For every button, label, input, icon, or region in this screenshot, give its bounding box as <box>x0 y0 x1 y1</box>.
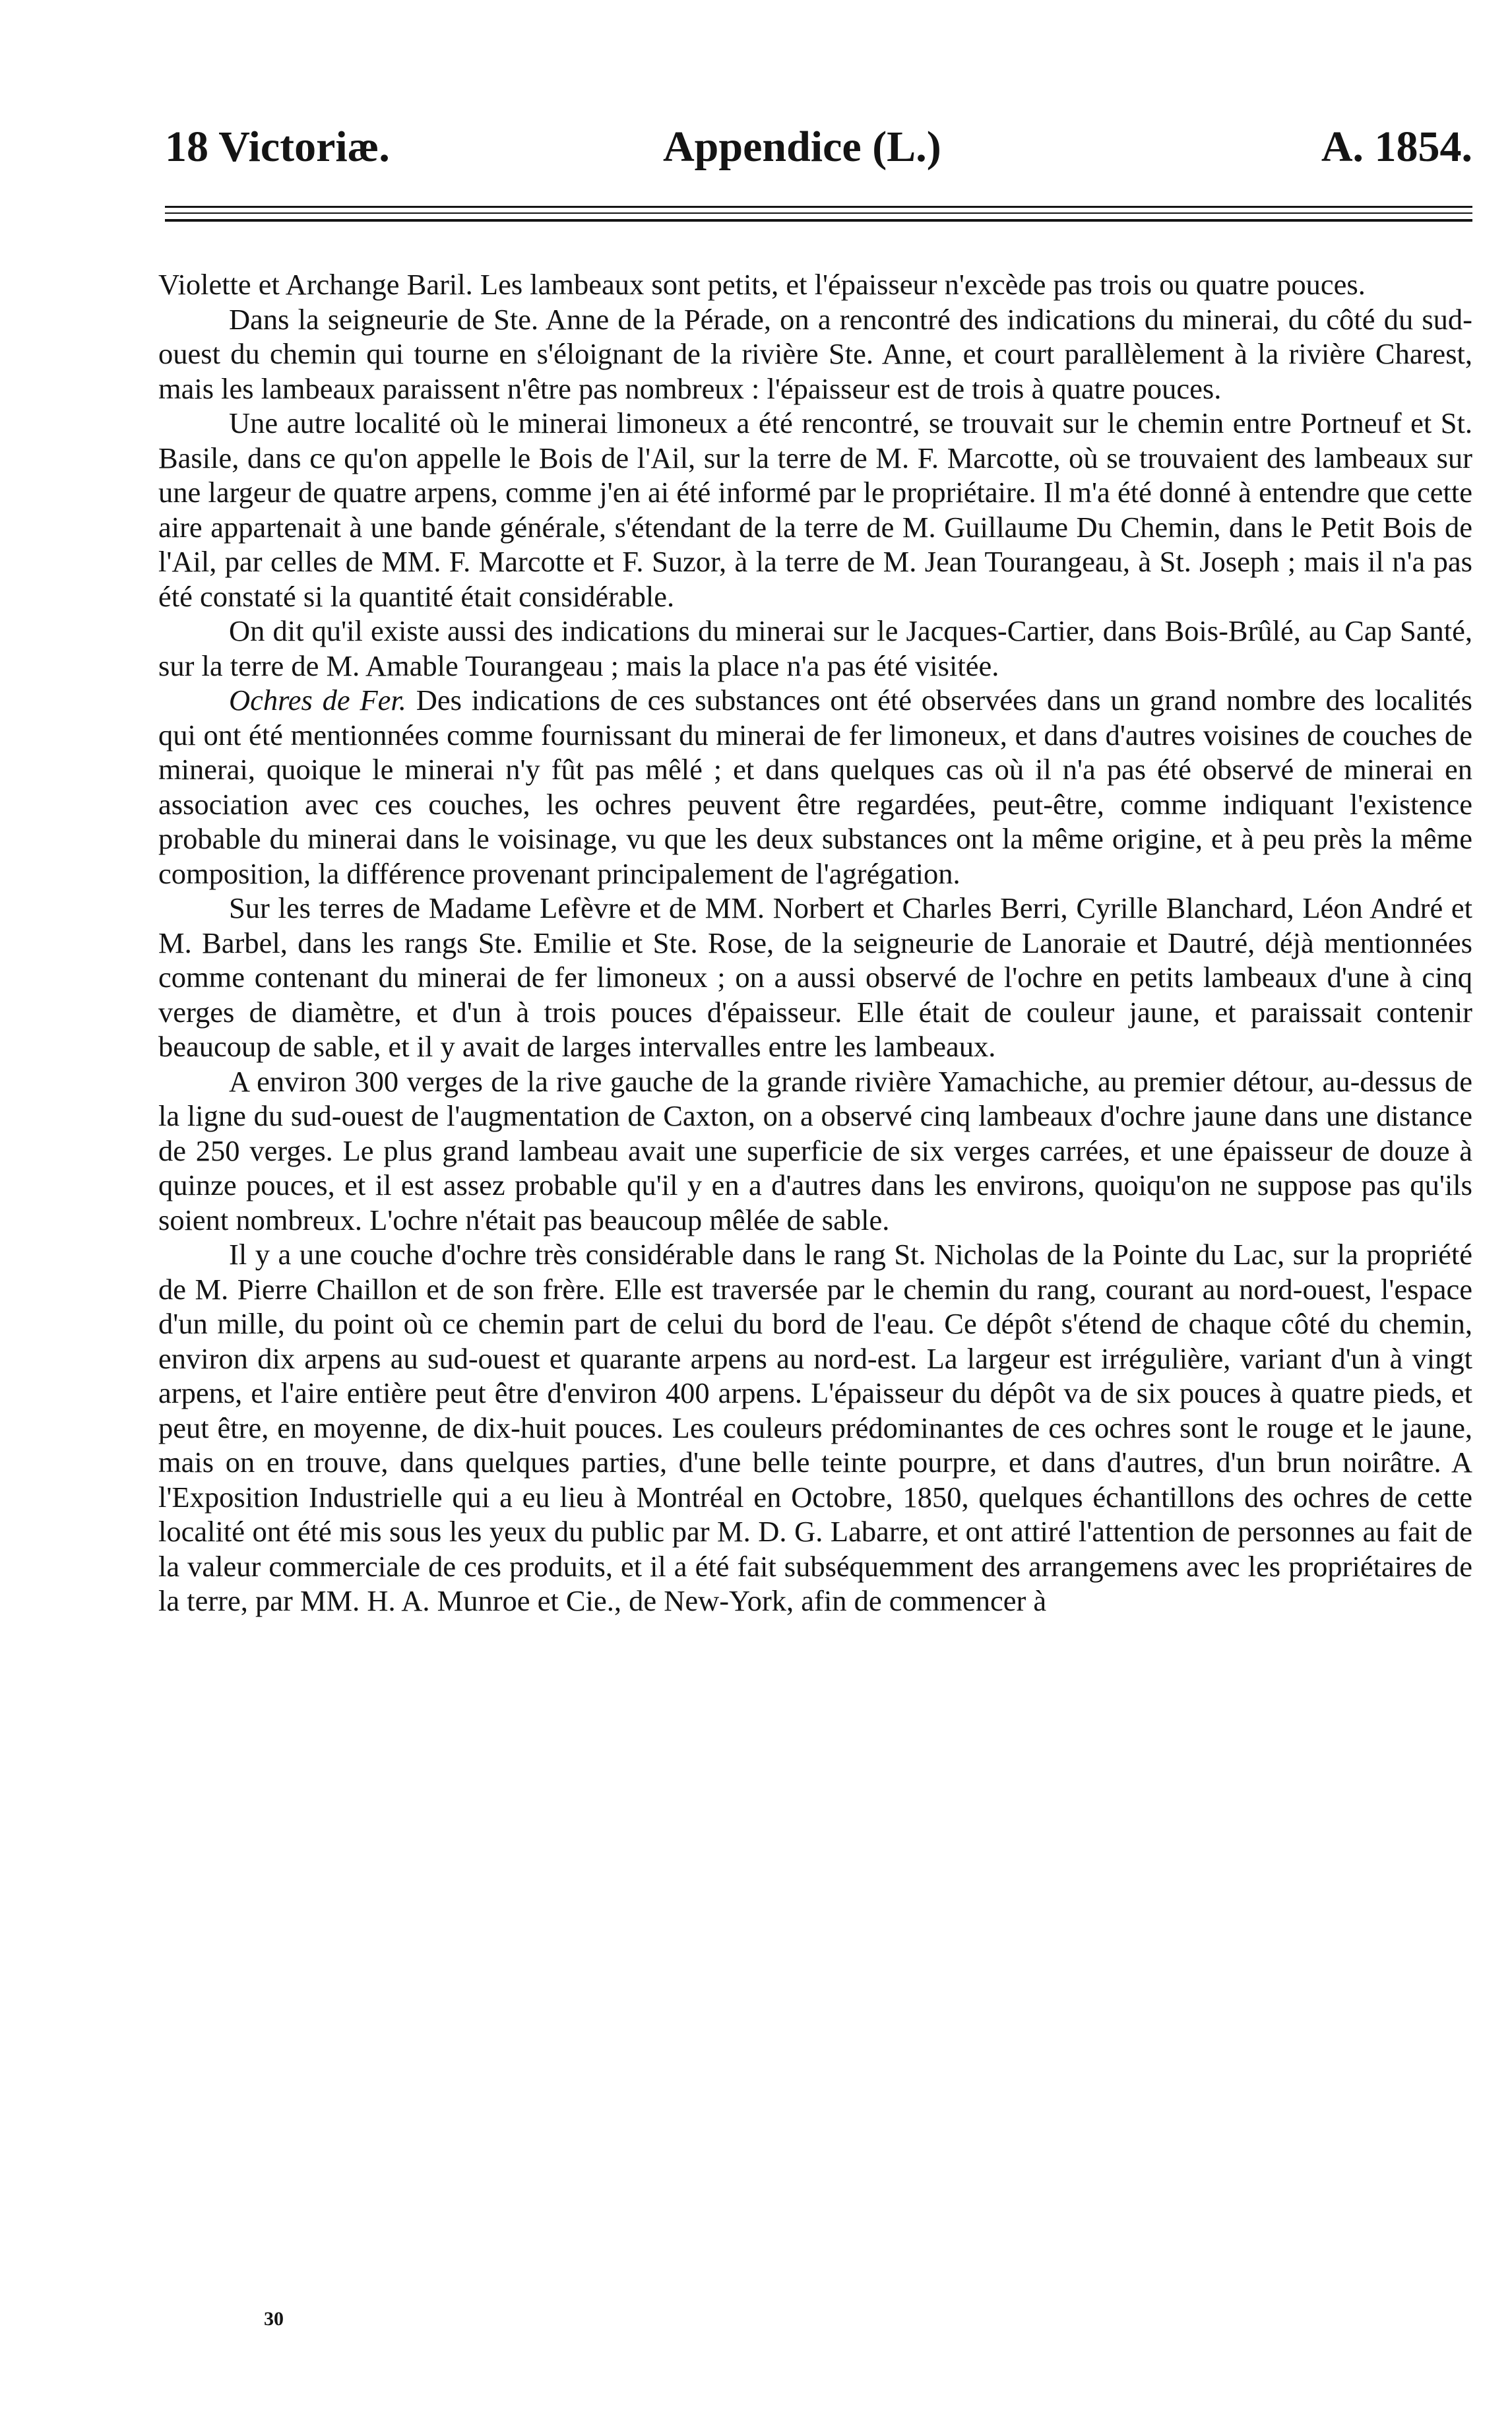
paragraph-text: A environ 300 verges de la rive gauche de la grande rivière Yamachiche, au premier détour, au-dessus de la ligne du sud-ouest de l'augmentation de Caxton, on a observé cinq lambeaux d'ochre jaune dans une distance de 250 verges. Le plus grand lambeau avait une superficie de six verges carrées, et une épaisseur de douze à quinze pouces, et il est assez probable qu'il y en a d'autres dans les environs, quoiqu'on ne suppose pas qu'ils soient nombreux. L'ochre n'était pas beaucoup mêlée de sable. <box>158 1064 1472 1236</box>
paragraph-text: Des indications de ces substances ont été observées dans un grand nombre des localités qui ont été mentionnées comme fournissant du minerai de fer limoneux, et dans d'autres voisines de couches de minerai, quoique le minerai n'y fût pas mêlé ; et dans quelques cas où il n'a pas été observé de minerai en association avec ces couches, les ochres peuvent être regardées, peut-être, comme indiquant l'existence probable du minerai dans le voisinage, vu que les deux substances ont la même origine, et à peu près la même composition, la différence provenant principalement de l'agrégation. <box>158 684 1472 890</box>
paragraph <box>158 683 1472 891</box>
header-session: 18 Victoriæ. <box>165 123 390 171</box>
header-rule-top <box>165 206 1472 208</box>
paragraph-lead: Ochres de Fer. <box>229 684 406 717</box>
header-year: A. 1854. <box>1321 123 1472 171</box>
paragraph-text: Dans la seigneurie de Ste. Anne de la Pérade, on a rencontré des indications du minerai, du côté du sud-ouest du chemin qui tourne en s'éloignant de la rivière Ste. Anne, et court parallèlement à la rivière Charest, mais les lambeaux paraissent n'être pas nombreux : l'épaisseur est de trois à quatre pouces. <box>158 302 1472 405</box>
paragraph <box>158 406 1472 614</box>
paragraph-text: Une autre localité où le minerai limoneux a été rencontré, se trouvait sur le chemin entre Portneuf et St. Basile, dans ce qu'on appelle le Bois de l'Ail, sur la terre de M. F. Marcotte, où se trouvaient des lambeaux sur une largeur de quatre arpens, comme j'en ai été informé par le propriétaire. Il m'a été donné à entendre que cette aire appartenait à une bande générale, s'étendant de la terre de M. Guillaume Du Chemin, dans le Petit Bois de l'Ail, par celles de MM. F. Marcotte et F. Suzor, à la terre de M. Jean Tourangeau, à St. Joseph ; mais il n'a pas été constaté si la quantité était considérable. <box>158 406 1472 613</box>
paragraph <box>158 891 1472 1064</box>
header-rule-bottom <box>165 219 1472 222</box>
running-header <box>165 117 1472 177</box>
paragraph <box>158 302 1472 406</box>
body-text <box>158 267 1472 1618</box>
paragraph-text: Sur les terres de Madame Lefèvre et de MM. Norbert et Charles Berri, Cyrille Blanchard, Léon André et M. Barbel, dans les rangs Ste. Emilie et Ste. Rose, de la seigneurie de Lanoraie et Dautré, déjà mentionnées comme contenant du minerai de fer limoneux ; on a aussi observé de l'ochre en petits lambeaux d'une à cinq verges de diamètre, et d'un à trois pouces d'épaisseur. Elle était de couleur jaune, et paraissait contenir beaucoup de sable, et il y avait de larges intervalles entre les lambeaux. <box>158 891 1472 1063</box>
paragraph <box>158 614 1472 683</box>
paragraph-text: Violette et Archange Baril. Les lambeaux sont petits, et l'épaisseur n'excède pas trois ou quatre pouces. <box>158 268 1366 301</box>
header-appendix: Appendice (L.) <box>663 123 941 171</box>
page-folio: 30 <box>264 2308 284 2330</box>
paragraph <box>158 1064 1472 1238</box>
paragraph-text: Il y a une couche d'ochre très considérable dans le rang St. Nicholas de la Pointe du Lac, sur la propriété de M. Pierre Chaillon et de son frère. Elle est traversée par le chemin du rang, courant au nord-ouest, l'espace d'un mille, du point où ce chemin part de celui du bord de l'eau. Ce dépôt s'étend de chaque côté du chemin, environ dix arpens au sud-ouest et quarante arpens au nord-est. La largeur est irrégulière, variant d'un à vingt arpens, et l'aire entière peut être d'environ 400 arpens. L'épaisseur du dépôt va de six pouces à quatre pieds, et peut être, en moyenne, de dix-huit pouces. Les couleurs prédominantes de ces ochres sont le rouge et le jaune, mais on en trouve, dans quelques parties, d'une belle teinte pourpre, et dans d'autres, d'un brun noirâtre. A l'Exposition Industrielle qui a eu lieu à Montréal en Octobre, 1850, quelques échantillons des ochres de cette localité ont été mis sous les yeux du public par M. D. G. Labarre, et ont attiré l'attention de personnes au fait de la valeur commerciale de ces produits, et il a été fait subséquemment des arrangemens avec les propriétaires de la terre, par MM. H. A. Munroe et Cie., de New-York, afin de commencer à <box>158 1238 1472 1617</box>
header-rule-middle <box>165 212 1472 214</box>
paragraph-text: On dit qu'il existe aussi des indications du minerai sur le Jacques-Cartier, dans Bois-Brûlé, au Cap Santé, sur la terre de M. Amable Tourangeau ; mais la place n'a pas été visitée. <box>158 614 1472 682</box>
paragraph <box>158 1237 1472 1618</box>
paragraph <box>158 267 1472 302</box>
